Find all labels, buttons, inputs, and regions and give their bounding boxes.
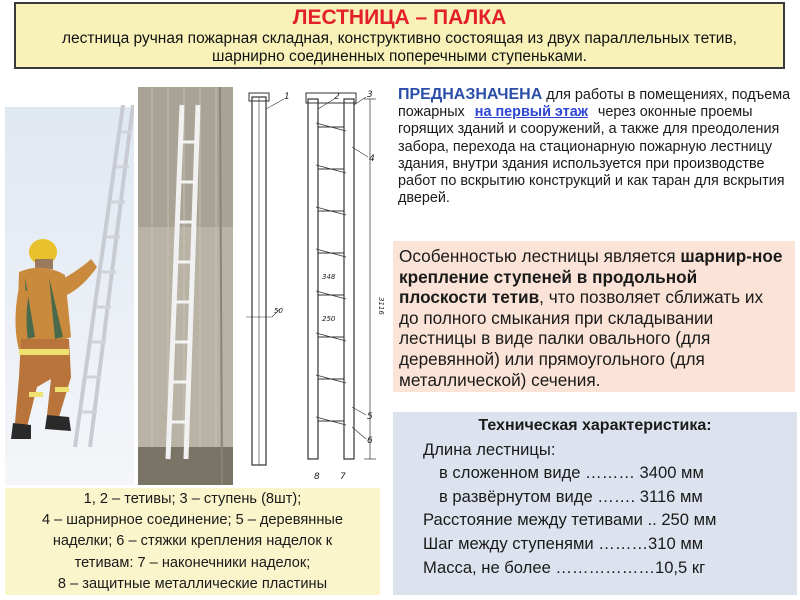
firefighter-climbing-photo — [5, 87, 134, 485]
spec-mass: Масса, не более ………………10,5 кг — [423, 557, 706, 577]
drawing-label-4: 4 — [369, 154, 375, 164]
legend-line-4: тетивам: 7 – наконечники наделок; — [74, 554, 311, 571]
drawing-label-7: 7 — [340, 472, 346, 482]
spec-rung-step: Шаг между ступенями ………310 мм — [423, 533, 704, 553]
feature-highlight: шарнир-ное крепление ступеней в продольной плоскости тетив — [399, 246, 783, 308]
spec-length-label: Длина лестницы: — [423, 439, 556, 459]
drawing-label-3: 3 — [367, 90, 373, 100]
purpose-text-2: через оконные проемы горящих зданий и сооружений, а также для преодоления забора, перехода на стационарную пожарную лестницу здания, внутри здания используется при производстве работ по вскрытию конструкций и как таран для вскрытия дверей. — [398, 104, 785, 207]
drawing-label-8: 8 — [314, 472, 320, 482]
drawing-label-5: 5 — [367, 412, 373, 422]
feature-text-2: , что позволяет сближать их до полного смыкания при складывании лестницы в виде палки овального (для деревянной) или прямоугольного (для металлической) сечения. — [399, 287, 764, 390]
drawing-dim-3116: 3116 — [377, 297, 385, 315]
legend-line-2: 4 – шарнирное соединение; 5 – деревянные — [41, 512, 344, 529]
spec-unfolded-length: в развёрнутом виде ……. 3116 мм — [439, 486, 703, 506]
spec-rail-spacing: Расстояние между тетивами .. 250 мм — [423, 510, 717, 530]
drawing-dim-250: 250 — [322, 315, 336, 323]
purpose-text-1: для работы в помещениях, подъема пожарных — [398, 87, 791, 121]
spec-folded-length: в сложенном виде ……… 3400 мм — [439, 463, 704, 483]
drawing-label-6: 6 — [367, 436, 373, 446]
first-floor-link[interactable]: на первый этаж — [474, 104, 588, 121]
drawing-dim-50: 50 — [274, 307, 283, 315]
definition-line-2: шарнирно соединенных поперечными ступеньками. — [212, 48, 587, 65]
feature-paragraph — [393, 241, 795, 392]
purpose-paragraph — [398, 86, 798, 238]
drawing-dim-348: 348 — [322, 273, 336, 281]
ladder-technical-drawing — [236, 87, 393, 485]
definition-line-1: лестница ручная пожарная складная, конструктивно состоящая из двух параллельных тетив, — [61, 30, 737, 47]
technical-specs — [393, 412, 797, 595]
page-title: ЛЕСТНИЦА – ПАЛКА — [292, 6, 507, 29]
purpose-keyword: ПРЕДНАЗНАЧЕНА — [398, 86, 543, 103]
ladder-against-wall-photo — [138, 87, 233, 485]
drawing-label-2: 2 — [334, 92, 340, 102]
legend-line-5: 8 – защитные металлические пластины — [57, 575, 328, 592]
drawing-label-1: 1 — [284, 92, 290, 102]
legend-line-3: наделки; 6 – стяжки крепления наделок к — [52, 533, 333, 550]
parts-legend — [5, 488, 380, 595]
title-banner — [14, 2, 785, 69]
specs-heading: Техническая характеристика: — [478, 417, 712, 434]
feature-text-1: Особенностью лестницы является — [399, 246, 681, 266]
legend-line-1: 1, 2 – тетивы; 3 – ступень (8шт); — [83, 491, 302, 507]
